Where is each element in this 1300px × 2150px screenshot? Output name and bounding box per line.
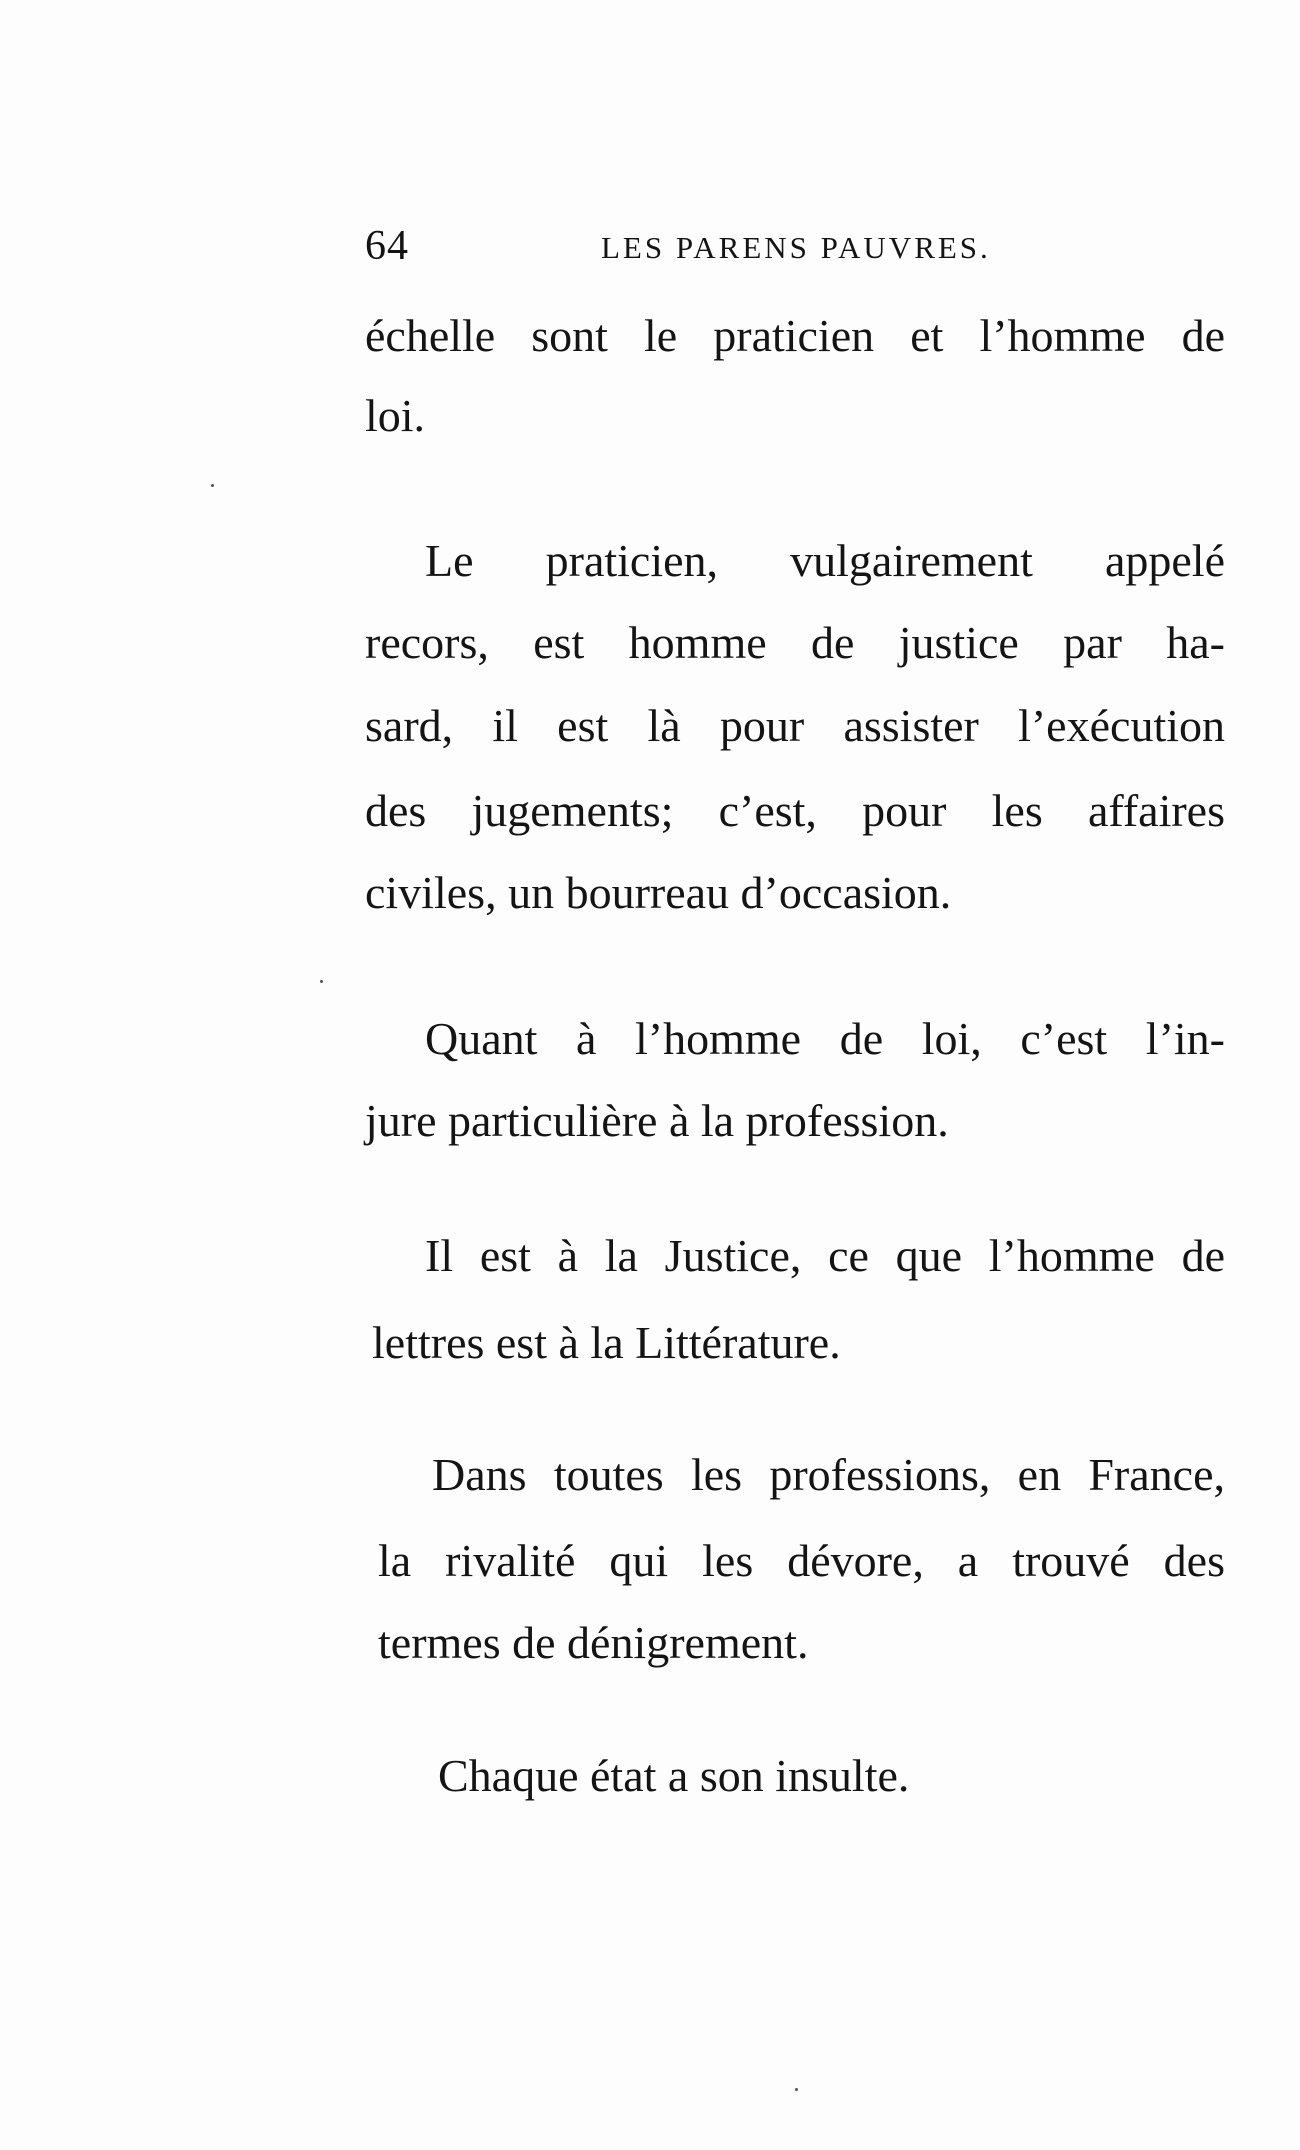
text-line: termes de dénigrement. (378, 1617, 809, 1668)
text-line: échelle sont le praticien et l’homme de (365, 310, 1225, 361)
paper-speck (795, 2088, 798, 2091)
text-line: sard, il est là pour assister l’exécution (365, 700, 1225, 751)
text-line: recors, est homme de justice par ha- (365, 617, 1225, 668)
page-header (365, 216, 1025, 276)
paper-speck (320, 980, 323, 983)
text-line: Chaque état a son insulte. (438, 1750, 910, 1801)
text-line: jure particulière à la profession. (365, 1095, 949, 1146)
text-line: Il est à la Justice, ce que l’homme de (425, 1230, 1225, 1281)
paper-speck (211, 484, 214, 487)
page-number: 64 (365, 223, 409, 269)
text-line: des jugements; c’est, pour les affaires (365, 785, 1225, 836)
text-line: civiles, un bourreau d’occasion. (365, 867, 952, 918)
text-line: la rivalité qui les dévore, a trouvé des (378, 1535, 1225, 1586)
text-line: lettres est à la Littérature. (372, 1317, 841, 1368)
running-title: LES PARENS PAUVRES. (601, 230, 991, 265)
text-line: Dans toutes les professions, en France, (432, 1449, 1225, 1500)
text-line: Quant à l’homme de loi, c’est l’in- (425, 1013, 1225, 1064)
text-line: Le praticien, vulgairement appelé (425, 535, 1225, 586)
text-line: loi. (365, 390, 426, 441)
